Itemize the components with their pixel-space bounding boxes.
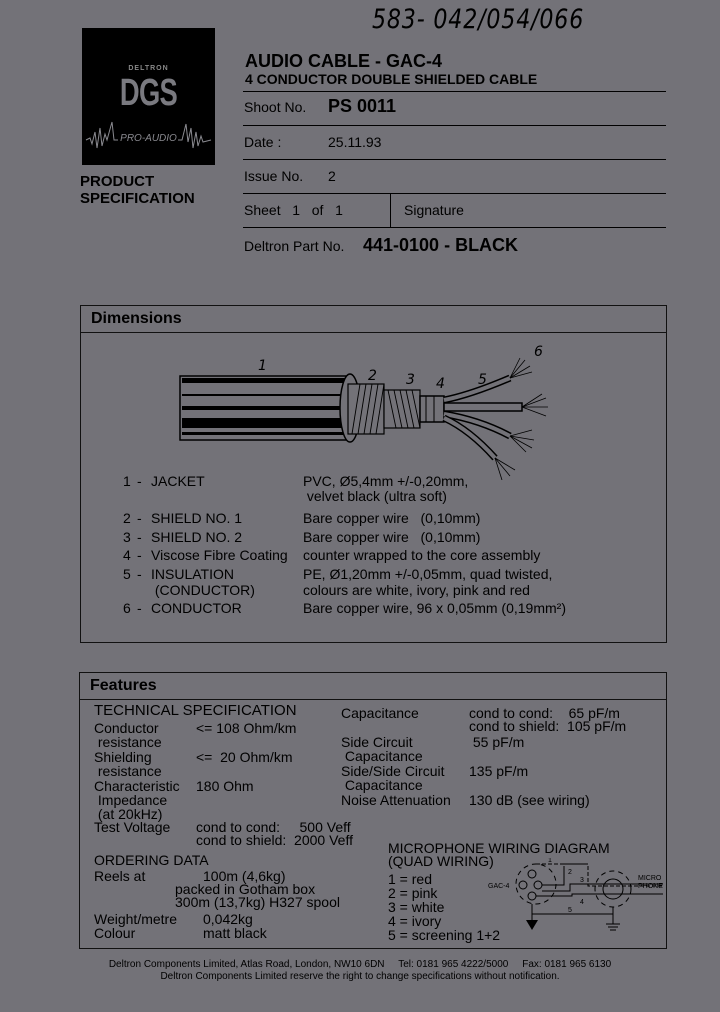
wiring-legend-1: 1 = red [388, 871, 432, 887]
reels-label: Reels at [94, 868, 146, 884]
handwritten-part-numbers: 583- 042/054/066 [372, 4, 585, 35]
spec-value-2: cond to shield: 2000 Veff [196, 832, 353, 848]
row-number: 5 [123, 566, 131, 582]
sheet-label: Sheet [244, 202, 281, 218]
spec-value: <= 108 Ohm/km [196, 720, 297, 736]
spec-label-2: Capacitance [341, 777, 423, 793]
date-label: Date : [244, 134, 282, 150]
spec-label: Side Circuit [341, 734, 413, 750]
footer-line-2: Deltron Components Limited reserve the right to change specifications without notification. [160, 971, 560, 982]
row-separator: - [137, 473, 142, 489]
diagram-label-4: 4 [436, 376, 445, 392]
spec-label: Conductor [94, 720, 159, 736]
divider [243, 227, 666, 228]
vertical-divider [390, 193, 391, 227]
footer-disclaimer [0, 971, 720, 982]
spec-value: cond to cond: 500 Veff [196, 819, 351, 835]
signature-label: Signature [404, 202, 464, 218]
wire-label-2: 2 [568, 869, 572, 876]
row-desc-2: colours are white, ivory, pink and red [303, 582, 530, 598]
page-subtitle: 4 CONDUCTOR DOUBLE SHIELDED CABLE [245, 71, 538, 87]
row-number: 4 [123, 547, 131, 563]
spec-noise-attenuation [341, 792, 590, 808]
spec-capacitance [341, 705, 627, 734]
wiring-legend-5: 5 = screening 1+2 [388, 927, 501, 943]
diagram-label-6: 6 [534, 344, 543, 360]
row-number: 3 [123, 529, 131, 545]
spec-value: 180 Ohm [196, 778, 254, 794]
document-type [80, 173, 195, 207]
wire-label-5: 5 [568, 907, 572, 914]
spec-value: <= 20 Ohm/km [196, 749, 293, 765]
row-desc: Bare copper wire (0,10mm) [303, 529, 481, 545]
row-name: CONDUCTOR [151, 600, 242, 616]
weight-label: Weight/metre [94, 911, 177, 927]
row-desc-2: velvet black (ultra soft) [303, 488, 447, 504]
logo-tagline: PRO-AUDIO [120, 133, 177, 144]
sheet-no-value: PS 0011 [328, 96, 397, 116]
spec-label-2: resistance [94, 763, 162, 779]
spec-characteristic-impedance [94, 778, 254, 822]
reels-line-1: 100m (4,6kg) [203, 868, 286, 884]
row-name: Viscose Fibre Coating [151, 547, 288, 563]
row-name: SHIELD NO. 2 [151, 529, 243, 545]
wire-label-3: 3 [580, 877, 584, 884]
spec-label: Shielding [94, 749, 152, 765]
row-number: 6 [123, 600, 131, 616]
wiring-subheading: (QUAD WIRING) [388, 853, 494, 869]
sheet-current: 1 [292, 202, 301, 218]
row-desc: PVC, Ø5,4mm +/-0,20mm, [303, 473, 469, 489]
mic-label-2: PHONE [638, 883, 663, 890]
part-value: 441-0100 - BLACK [363, 235, 519, 255]
colour-label: Colour [94, 925, 136, 941]
footer-address [0, 959, 720, 970]
row-number: 1 [123, 473, 131, 489]
doc-type-line-2: SPECIFICATION [80, 190, 195, 207]
connector-label: GAC-4 [488, 883, 510, 890]
sheet-total: 1 [335, 202, 343, 218]
spec-side-circuit-capacitance [341, 734, 525, 764]
divider [243, 91, 666, 92]
divider [243, 193, 666, 194]
spec-label: Noise Attenuation [341, 792, 451, 808]
microphone-wiring-diagram [488, 858, 663, 938]
row-name: JACKET [151, 473, 205, 489]
logo-brand: DGS [119, 72, 178, 114]
spec-value-2: cond to shield: 105 pF/m [469, 718, 627, 734]
row-separator: - [137, 510, 142, 526]
mic-label-1: MICRO [638, 875, 662, 882]
row-number: 2 [123, 510, 131, 526]
row-desc: counter wrapped to the core assembly [303, 547, 541, 563]
date-value: 25.11.93 [328, 134, 382, 150]
spec-label: Capacitance [341, 705, 419, 721]
features-heading: Features [80, 673, 666, 700]
row-name: INSULATION [151, 566, 234, 582]
wiring-legend-4: 4 = ivory [388, 913, 442, 929]
wiring-heading: MICROPHONE WIRING DIAGRAM [388, 840, 610, 856]
ordering-heading: ORDERING DATA [94, 852, 209, 868]
spec-label: Test Voltage [94, 819, 171, 835]
doc-type-line-1: PRODUCT [80, 173, 155, 190]
sheet-no-label: Shoot No. [244, 99, 307, 115]
spec-label-3: (at 20kHz) [94, 806, 163, 822]
part-label: Deltron Part No. [244, 238, 345, 254]
reels-line-2: packed in Gotham box [175, 881, 316, 897]
spec-value: 135 pF/m [469, 763, 529, 779]
diagram-label-3: 3 [406, 372, 415, 388]
row-separator: - [137, 566, 142, 582]
spec-shielding-resistance [94, 749, 293, 779]
row-separator: - [137, 600, 142, 616]
wire-label-1: 1 [548, 858, 552, 864]
page-title: AUDIO CABLE - GAC-4 [245, 51, 442, 71]
cable-cross-section-diagram [170, 340, 570, 480]
logo-maker: DELTRON [128, 65, 169, 72]
spec-label-2: Impedance [94, 792, 168, 808]
spec-value: cond to cond: 65 pF/m [469, 705, 620, 721]
colour-value: matt black [203, 925, 267, 941]
spec-side-side-capacitance [341, 763, 529, 793]
footer-line-1: Deltron Components Limited, Atlas Road, London, NW10 6DN Tel: 0181 965 4222/5000 Fax: 0181 965 6130 [108, 959, 612, 970]
row-separator: - [137, 529, 142, 545]
sheet-info [244, 202, 343, 218]
spec-label: Characteristic [94, 778, 180, 794]
spec-value: 130 dB (see wiring) [469, 792, 590, 808]
row-separator: - [137, 547, 142, 563]
row-desc: PE, Ø1,20mm +/-0,05mm, quad twisted, [303, 566, 553, 582]
row-name-2: (CONDUCTOR) [151, 582, 255, 598]
dimensions-heading: Dimensions [81, 306, 666, 333]
spec-test-voltage [94, 819, 353, 848]
sheet-of: of [311, 202, 324, 218]
row-desc: Bare copper wire (0,10mm) [303, 510, 481, 526]
row-name: SHIELD NO. 1 [151, 510, 243, 526]
tech-spec-heading: TECHNICAL SPECIFICATION [94, 702, 297, 719]
issue-value: 2 [328, 168, 336, 184]
spec-label: Side/Side Circuit [341, 763, 445, 779]
diagram-label-1: 1 [258, 358, 267, 374]
weight-value: 0,042kg [203, 911, 253, 927]
row-desc: Bare copper wire, 96 x 0,05mm (0,19mm²) [303, 600, 566, 616]
diagram-label-2: 2 [368, 368, 377, 384]
wiring-legend-2: 2 = pink [388, 885, 438, 901]
spec-label-2: Capacitance [341, 748, 423, 764]
wire-label-4: 4 [580, 899, 584, 906]
spec-conductor-resistance [94, 720, 297, 750]
wiring-legend-3: 3 = white [388, 899, 445, 915]
divider [243, 125, 666, 126]
spec-label-2: resistance [94, 734, 162, 750]
diagram-label-5: 5 [478, 372, 487, 388]
issue-label: Issue No. [244, 168, 304, 184]
spec-value: 55 pF/m [469, 734, 525, 750]
dgs-logo [82, 28, 215, 165]
reels-line-3: 300m (13,7kg) H327 spool [175, 894, 340, 910]
divider [243, 159, 666, 160]
